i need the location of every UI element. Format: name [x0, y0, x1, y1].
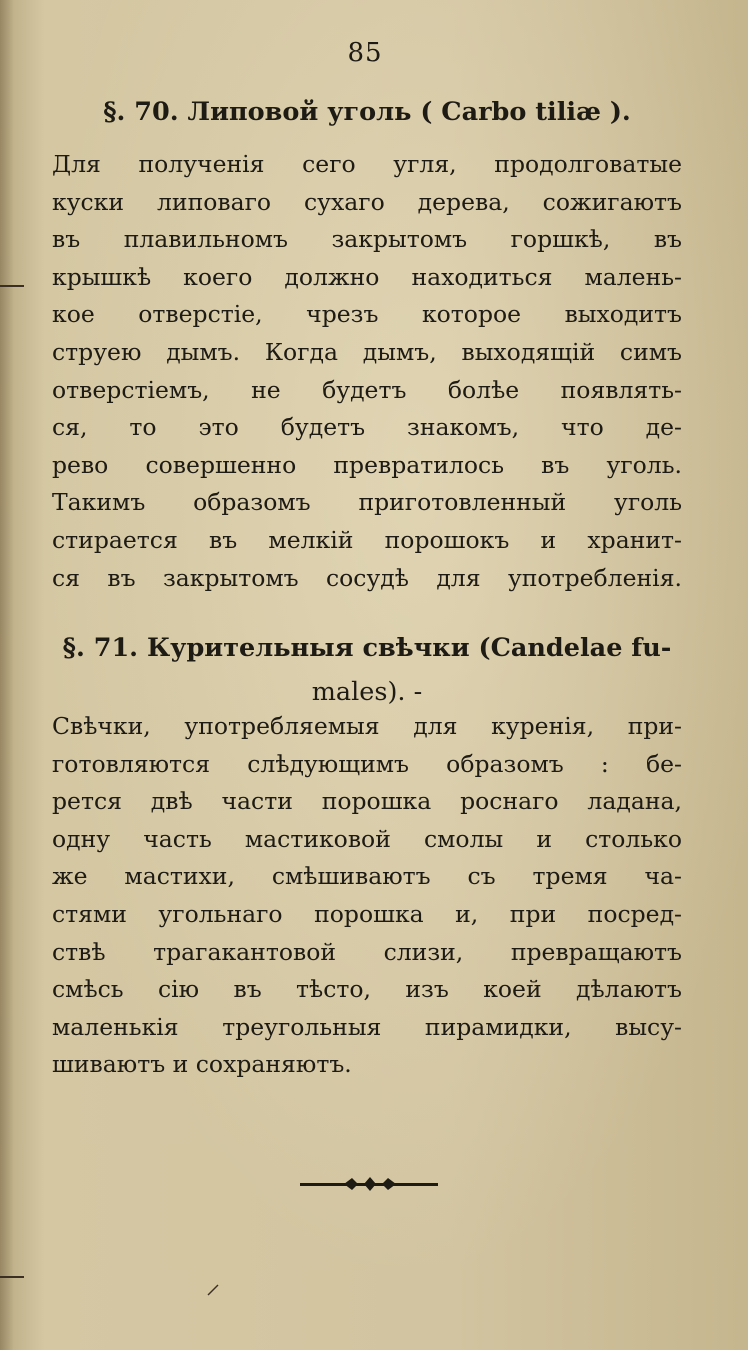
text-line: же мастихи, смѣшиваютъ съ тремя ча-: [52, 862, 682, 891]
text-line: смѣсь сію въ тѣсто, изъ коей дѣлаютъ: [52, 975, 682, 1004]
text-line: рево совершенно превратилось въ уголь.: [52, 450, 682, 479]
text-line: стирается въ мелкій порошокъ и хранит-: [52, 525, 682, 554]
end-ornament: [300, 1176, 438, 1192]
text-line: одну часть мастиковой смолы и столько: [52, 824, 682, 853]
section-71-heading: [52, 626, 682, 714]
text-line: кое отверстіе, чрезъ которое выходитъ: [52, 300, 682, 329]
section-70-heading: §. 70. Липовой уголь ( Carbo tiliæ ).: [103, 97, 631, 127]
section-71-heading-line1: §. 71. Курительныя свѣчки (Candelae fu-: [62, 633, 672, 663]
text-line: отверстіемъ, не будетъ болѣе появлять-: [52, 375, 682, 404]
stray-mark: [206, 1284, 220, 1296]
text-line: Свѣчки, употребляемыя для куренія, при-: [52, 712, 682, 740]
section-70-paragraph: [52, 146, 682, 597]
text-line: рется двѣ части порошка роснаго ладана,: [52, 787, 682, 816]
section-71-heading-line2: males). -: [311, 677, 423, 707]
text-line: ся въ закрытомъ сосудѣ для употребленія.: [52, 563, 682, 592]
text-line: готовляются слѣдующимъ образомъ : бе-: [52, 749, 682, 778]
text-line: куски липоваго сухаго дерева, сожигаютъ: [52, 187, 682, 216]
text-line: струею дымъ. Когда дымъ, выходящій симъ: [52, 337, 682, 366]
gutter-mark: [0, 285, 24, 287]
text-line: ствѣ трагакантовой слизи, превращаютъ: [52, 937, 682, 966]
text-line: маленькія треугольныя пирамидки, высу-: [52, 1012, 682, 1041]
text-line: крышкѣ коего должно находиться малень-: [52, 262, 682, 291]
gutter-mark: [0, 1276, 24, 1278]
page-number: 85: [347, 38, 383, 68]
section-71-paragraph: [52, 708, 682, 1084]
page-gutter-shadow: [0, 0, 14, 1350]
text-line: ся, то это будетъ знакомъ, что де-: [52, 413, 682, 442]
text-line: стями угольнаго порошка и, при посред-: [52, 899, 682, 928]
text-line: Для полученія сего угля, продолговатые: [52, 150, 682, 178]
text-line: шиваютъ и сохраняютъ.: [52, 1050, 352, 1079]
text-line: Такимъ образомъ приготовленный уголь: [52, 488, 682, 517]
text-line: въ плавильномъ закрытомъ горшкѣ, въ: [52, 225, 682, 254]
